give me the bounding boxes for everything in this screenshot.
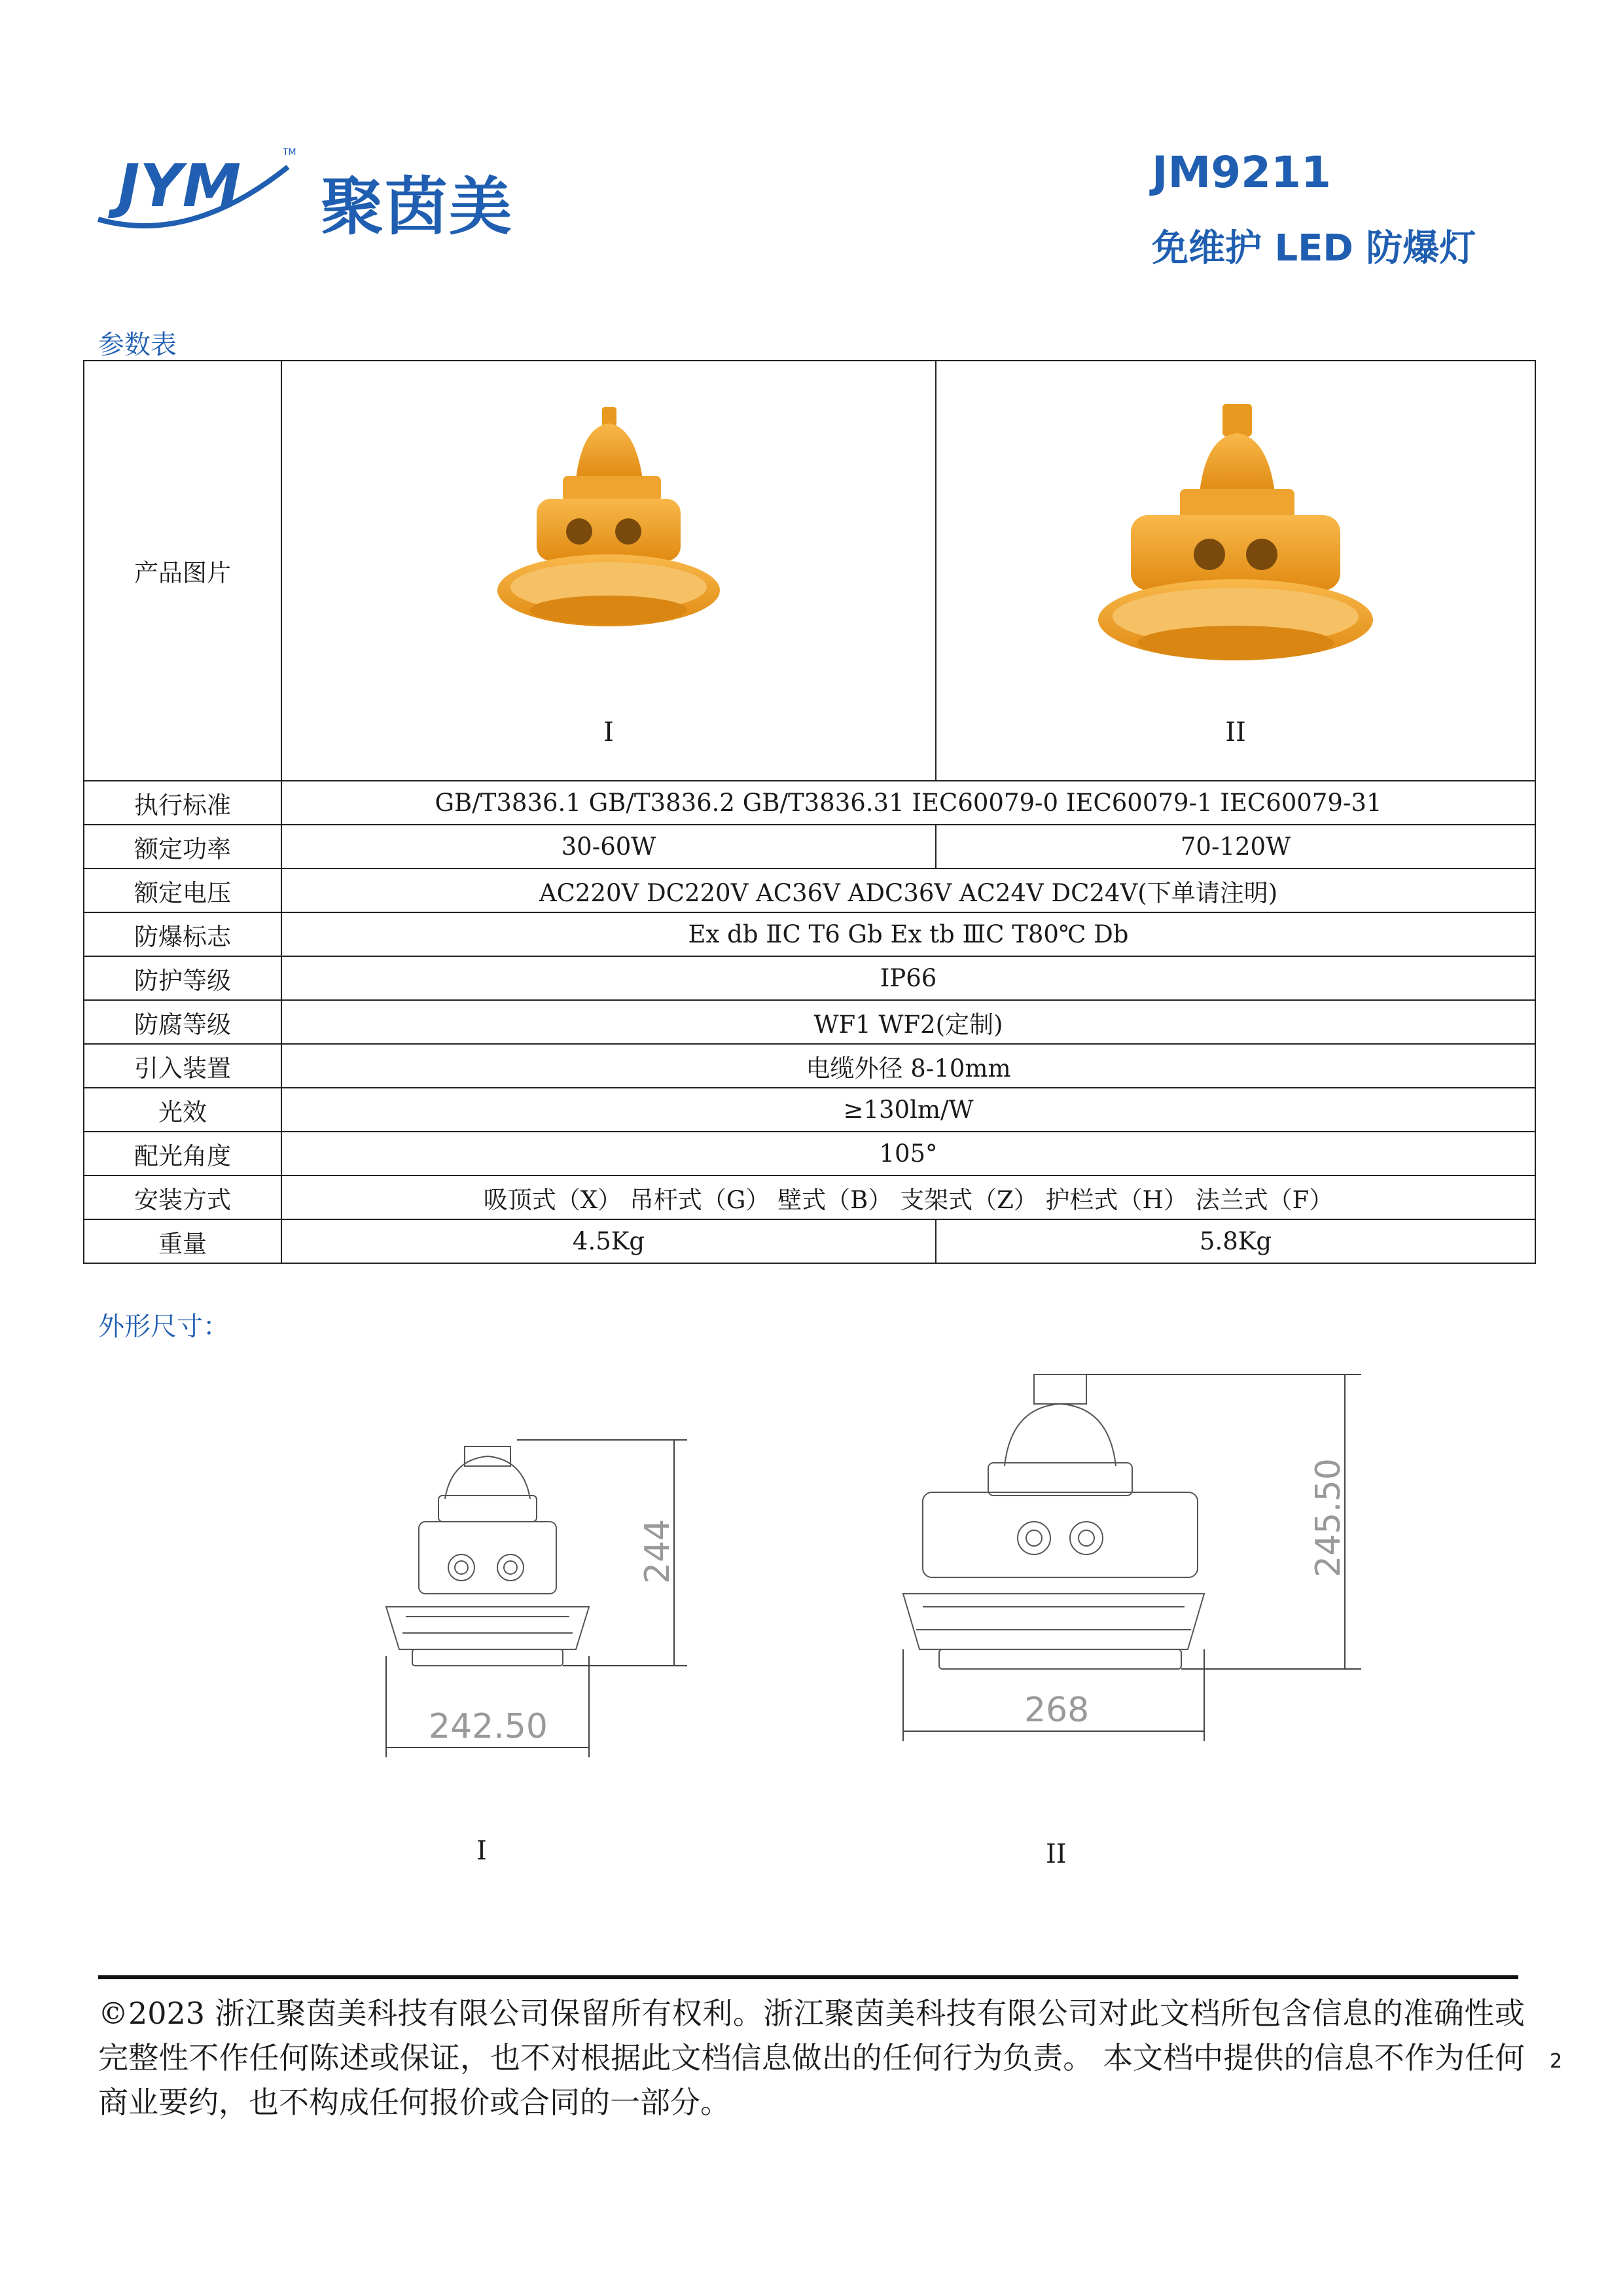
row-label: 重量: [84, 1219, 281, 1263]
row-label: 安装方式: [84, 1175, 281, 1219]
lamp-i-image: [491, 401, 726, 649]
drawing-label-ii: II: [1046, 1839, 1067, 1869]
table-row: [84, 1088, 1535, 1132]
section-title-dims: 外形尺寸：: [98, 1312, 229, 1342]
variant-label-i: I: [603, 717, 614, 747]
row-value: GB/T3836.1 GB/T3836.2 GB/T3836.31 IEC60079-0 IEC60079-1 IEC60079-31: [281, 781, 1535, 825]
variant-label-ii: II: [1225, 717, 1246, 747]
row-value: 电缆外径 8-10mm: [281, 1044, 1535, 1088]
footer-divider: [98, 1975, 1518, 1979]
product-image-i-cell: [281, 361, 936, 781]
footer-disclaimer: ©2023 浙江聚茵美科技有限公司保留所有权利。浙江聚茵美科技有限公司对此文档所包含信息的准确性或完整性不作任何陈述或保证，也不对根据此文档信息做出的任何行为负责。 本文档中提供的信息不作为任何商业要约，也不构成任何报价或合同的一部分。: [98, 1996, 1525, 2120]
params-table: [83, 360, 1536, 1264]
dim-width-i: 242.50: [429, 1707, 548, 1746]
logo-mark-text: JYM: [118, 152, 241, 221]
dimension-drawing-i: [366, 1427, 707, 1780]
dim-height-ii: 245.50: [1309, 1458, 1348, 1577]
model-number: JM9211: [1152, 147, 1331, 198]
table-row: [84, 781, 1535, 825]
table-row: [84, 912, 1535, 956]
table-row: [84, 825, 1535, 869]
row-value: 吸顶式（X） 吊杆式（G） 壁式（B） 支架式（Z） 护栏式（H） 法兰式（F）: [281, 1175, 1535, 1219]
section-title-params: 参数表: [98, 330, 177, 360]
row-value: 105°: [281, 1132, 1535, 1175]
row-label: 产品图片: [84, 361, 281, 781]
row-value: WF1 WF2(定制): [281, 1000, 1535, 1044]
drawing-label-i: I: [476, 1836, 487, 1866]
row-label: 执行标准: [84, 781, 281, 825]
row-value: IP66: [281, 956, 1535, 1000]
row-label: 引入装置: [84, 1044, 281, 1088]
table-row: [84, 361, 1535, 781]
table-row: [84, 1000, 1535, 1044]
row-label: 防腐等级: [84, 1000, 281, 1044]
row-label: 防爆标志: [84, 912, 281, 956]
table-row: [84, 956, 1535, 1000]
table-row: [84, 1044, 1535, 1088]
row-value: Ex db ⅡC T6 Gb Ex tb ⅢC T80℃ Db: [281, 912, 1535, 956]
brand-logo-icon: [92, 141, 294, 239]
row-label: 防护等级: [84, 956, 281, 1000]
table-row: [84, 1175, 1535, 1219]
row-label: 配光角度: [84, 1132, 281, 1175]
product-image-ii-cell: [936, 361, 1535, 781]
row-label: 额定电压: [84, 869, 281, 912]
table-row: [84, 1219, 1535, 1263]
lamp-ii-image: [1092, 401, 1380, 675]
table-row: [84, 869, 1535, 912]
dim-height-i: 244: [638, 1518, 677, 1584]
row-label: 光效: [84, 1088, 281, 1132]
row-value-i: 4.5Kg: [281, 1219, 936, 1263]
row-label: 额定功率: [84, 825, 281, 869]
row-value-ii: 5.8Kg: [936, 1219, 1535, 1263]
row-value: ≥130lm/W: [281, 1088, 1535, 1132]
brand-name: 聚茵美: [321, 170, 513, 243]
product-subtitle: 免维护 LED 防爆灯: [1152, 227, 1476, 270]
row-value: AC220V DC220V AC36V ADC36V AC24V DC24V(下单请注明): [281, 869, 1535, 912]
page-number: 2: [1550, 2050, 1563, 2073]
dim-width-ii: 268: [1024, 1691, 1090, 1730]
row-value-i: 30-60W: [281, 825, 936, 869]
svg-text:TM: TM: [283, 147, 296, 158]
row-value-ii: 70-120W: [936, 825, 1535, 869]
dimension-drawing-ii: [890, 1361, 1400, 1767]
table-row: [84, 1132, 1535, 1175]
